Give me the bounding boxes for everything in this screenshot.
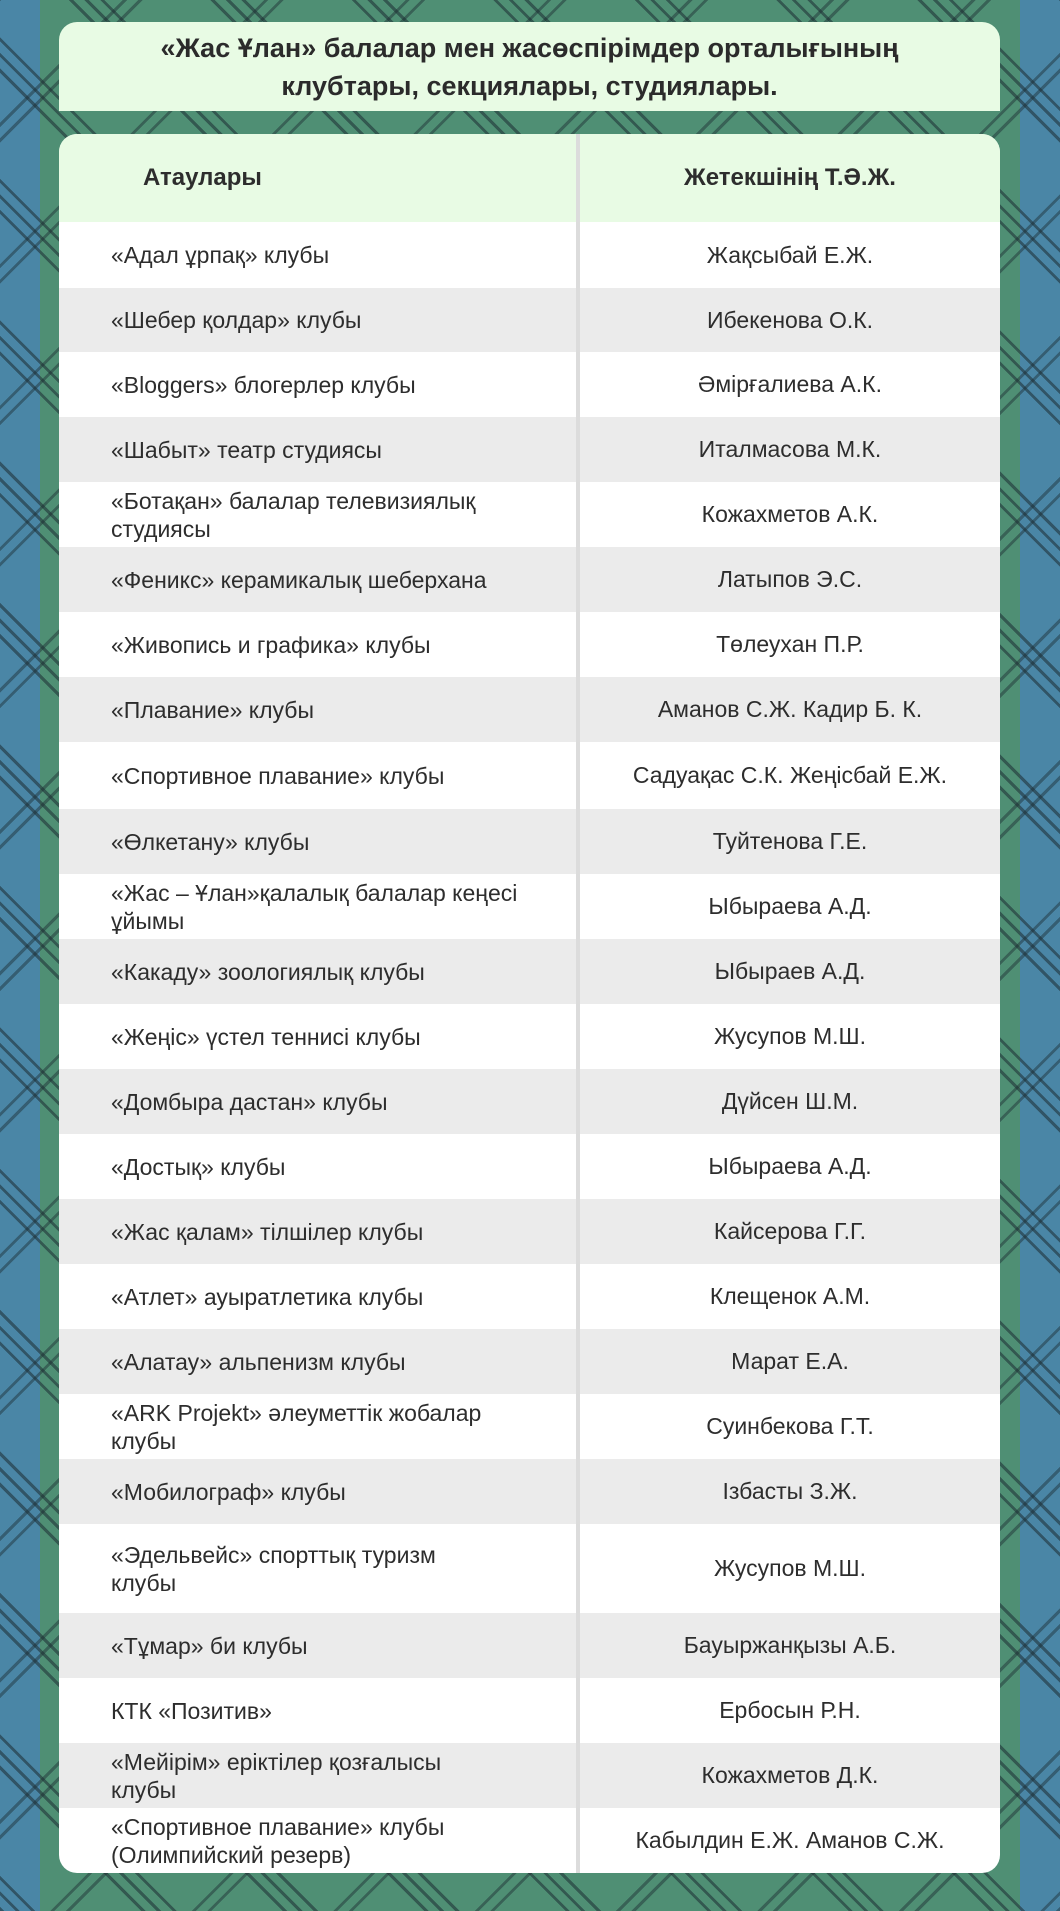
club-name-cell: «ARK Projekt» әлеуметтік жобалар клубы — [111, 1399, 482, 1454]
table-row — [59, 1199, 1000, 1264]
leader-name-cell: Ыбыраева А.Д. — [708, 1153, 872, 1179]
leader-name-cell: Жусупов М.Ш. — [713, 1023, 867, 1049]
column-header-leader: Жетекшінің Т.Ә.Ж. — [684, 164, 896, 191]
club-name-cell: «Феникс» керамикалық шеберхана — [111, 566, 487, 593]
leader-name-cell: Дүйсен Ш.М. — [721, 1088, 859, 1114]
table-row — [59, 1524, 1000, 1613]
table-row — [59, 1264, 1000, 1329]
table-row — [59, 1459, 1000, 1524]
club-name-cell: «Жас қалам» тілшілер клубы — [111, 1218, 424, 1245]
table-row — [59, 1134, 1000, 1199]
table-row — [59, 352, 1000, 417]
leader-name-cell: Клещенок А.М. — [709, 1283, 871, 1309]
leader-name-cell: Әмірғалиева А.К. — [698, 371, 882, 397]
leader-name-cell: Ізбасты З.Ж. — [722, 1478, 858, 1504]
club-name-cell: «Мейірім» еріктілер қозғалысы клубы — [111, 1748, 442, 1803]
table-row — [59, 1743, 1000, 1808]
club-name-cell: «Шабыт» театр студиясы — [111, 436, 382, 463]
leader-name-cell: Кайсерова Г.Г. — [713, 1218, 867, 1244]
table-row — [59, 482, 1000, 547]
leader-name-cell: Ыбыраева А.Д. — [708, 893, 872, 919]
leader-name-cell: Жақсыбай Е.Ж. — [706, 241, 874, 268]
club-name-cell: «Домбыра дастан» клубы — [111, 1088, 388, 1115]
table-row — [59, 809, 1000, 874]
table-row — [59, 1329, 1000, 1394]
club-name-cell: «Жеңіс» үстел теннисі клубы — [111, 1023, 421, 1050]
table-header — [59, 134, 1000, 222]
club-name-cell: «Шебер қолдар» клубы — [111, 307, 362, 333]
club-name-cell: «Живопись и графика» клубы — [111, 631, 431, 658]
club-name-cell: «Какаду» зоологиялық клубы — [111, 958, 425, 985]
table-row — [59, 417, 1000, 482]
table-row — [59, 1004, 1000, 1069]
club-name-cell: «Жас – Ұлан»қалалық балалар кеңесі ұйымы — [111, 879, 518, 934]
leader-name-cell: Садуақас С.К. Жеңісбай Е.Ж. — [632, 762, 948, 788]
club-name-cell: «Достық» клубы — [111, 1153, 286, 1180]
leader-name-cell: Бауыржанқызы А.Б. — [683, 1632, 897, 1658]
club-name-cell: «Атлет» ауыратлетика клубы — [111, 1283, 424, 1310]
leader-name-cell: Италмасова М.К. — [698, 436, 882, 462]
page-title: «Жас Ұлан» балалар мен жасөспірімдер орталығының клубтары, секциялары, студиялары. — [160, 32, 899, 101]
leader-name-cell: Кожахметов А.К. — [701, 501, 879, 527]
leader-name-cell: Суинбекова Г.Т. — [706, 1413, 874, 1439]
column-header-name: Атаулары — [143, 164, 262, 191]
table-row — [59, 1613, 1000, 1678]
clubs-table — [59, 134, 1000, 1873]
table-row — [59, 288, 1000, 352]
club-name-cell: «Ботақан» балалар телевизиялық студиясы — [111, 487, 476, 542]
leader-name-cell: Кабылдин Е.Ж. Аманов С.Ж. — [635, 1827, 945, 1853]
leader-name-cell: Латыпов Э.С. — [717, 566, 863, 592]
title-card — [59, 22, 1000, 111]
table-row — [59, 1808, 1000, 1873]
leader-name-cell: Ыбыраев А.Д. — [714, 958, 866, 984]
leader-name-cell: Ибекенова О.К. — [706, 306, 874, 333]
table-row — [59, 939, 1000, 1004]
club-name-cell: «Bloggers» блогерлер клубы — [111, 371, 416, 398]
table-row — [59, 874, 1000, 939]
table-row — [59, 1394, 1000, 1459]
leader-name-cell: Туйтенова Г.Е. — [712, 828, 868, 854]
table-row — [59, 222, 1000, 288]
leader-name-cell: Төлеухан П.Р. — [716, 631, 864, 657]
club-name-cell: КТК «Позитив» — [111, 1697, 272, 1724]
club-name-cell: «Спортивное плавание» клубы (Олимпийский резерв) — [111, 1813, 445, 1868]
table-row — [59, 612, 1000, 677]
leader-name-cell: Аманов С.Ж. Кадир Б. К. — [657, 696, 923, 722]
leader-name-cell: Ербосын Р.Н. — [719, 1697, 861, 1723]
club-name-cell: «Алатау» альпенизм клубы — [111, 1348, 406, 1375]
table-row — [59, 677, 1000, 742]
leader-name-cell: Марат Е.А. — [731, 1348, 849, 1374]
table-row — [59, 1678, 1000, 1743]
club-name-cell: «Эдельвейс» спорттық туризм клубы — [111, 1541, 436, 1596]
club-name-cell: «Спортивное плавание» клубы — [111, 762, 445, 789]
club-name-cell: «Мобилограф» клубы — [111, 1478, 346, 1505]
club-name-cell: «Адал ұрпақ» клубы — [111, 242, 330, 268]
table-row — [59, 547, 1000, 612]
table-row — [59, 1069, 1000, 1134]
club-name-cell: «Тұмар» би клубы — [111, 1632, 308, 1659]
leader-name-cell: Жусупов М.Ш. — [713, 1555, 867, 1581]
table-row — [59, 742, 1000, 809]
column-divider — [576, 134, 580, 1873]
club-name-cell: «Плавание» клубы — [111, 696, 315, 723]
leader-name-cell: Кожахметов Д.К. — [701, 1762, 879, 1788]
club-name-cell: «Өлкетану» клубы — [111, 828, 310, 855]
